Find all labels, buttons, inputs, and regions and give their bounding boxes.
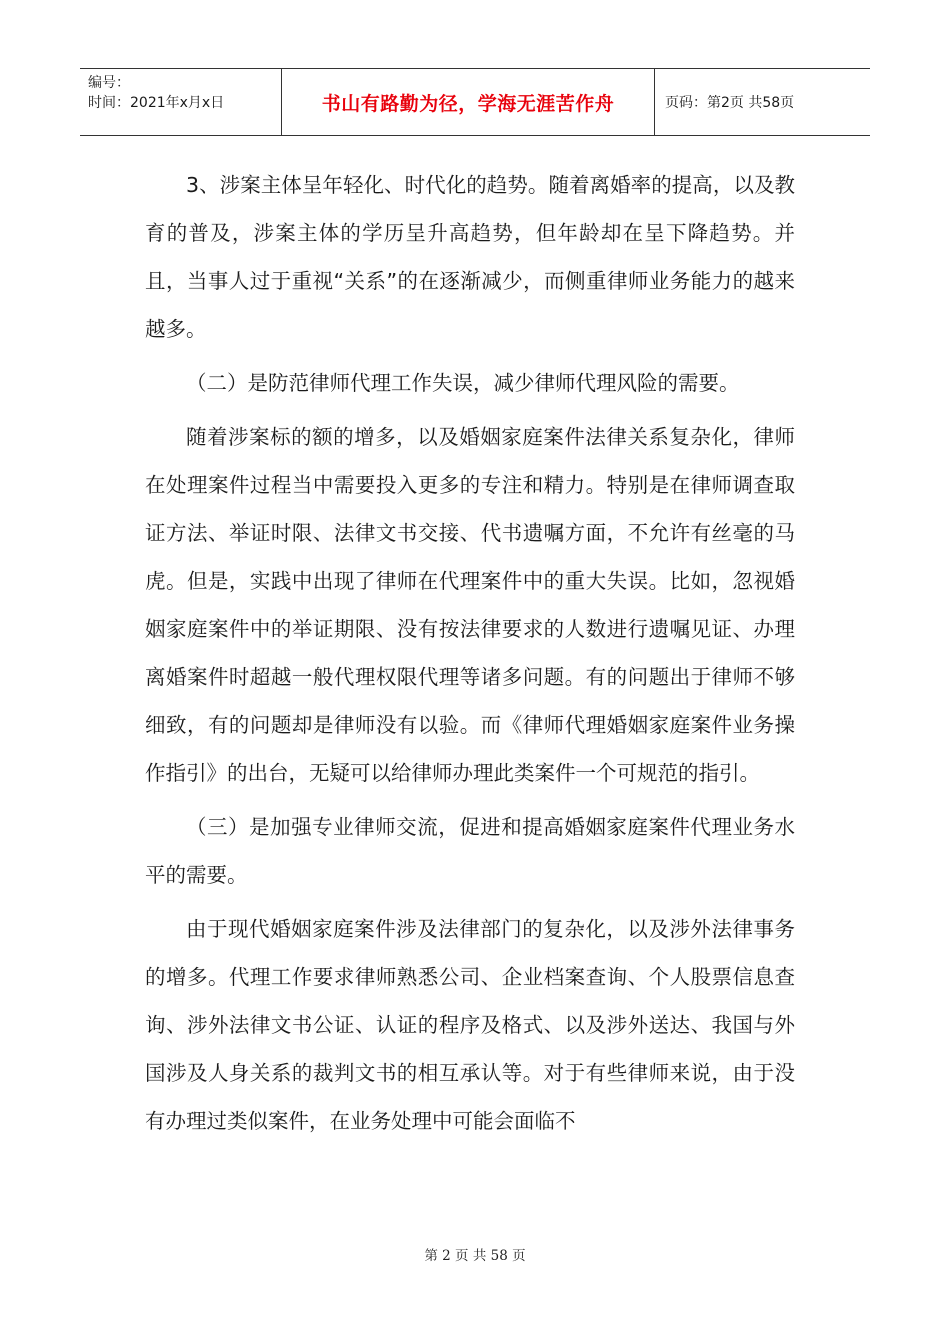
header-meta (80, 69, 282, 135)
heading-section-three: （三）是加强专业律师交流，促进和提高婚姻家庭案件代理业务水平的需要。 (145, 815, 795, 887)
paragraph-trend: 3、涉案主体呈年轻化、时代化的趋势。随着离婚率的提高，以及教育的普及，涉案主体的学历呈升高趋势，但年龄却在呈下降趋势。并且，当事人过于重视“关系”的在逐渐减少，而侧重律师业务能力的越来越多。 (145, 173, 795, 341)
document-body (145, 161, 795, 1151)
serial-number-label: 编号： (88, 75, 130, 91)
paragraph-risk: 随着涉案标的额的增多，以及婚姻家庭案件法律关系复杂化，律师在处理案件过程当中需要投入更多的专注和精力。特别是在律师调查取证方法、举证时限、法律文书交接、代书遗嘱方面，不允许有丝毫的马虎。但是，实践中出现了律师在代理案件中的重大失误。比如，忽视婚姻家庭案件中的举证期限、没有按法律要求的人数进行遗嘱见证、办理离婚案件时超越一般代理权限代理等诸多问题。有的问题出于律师不够细致，有的问题却是律师没有以验。而《律师代理婚姻家庭案件业务操作指引》的出台，无疑可以给律师办理此类案件一个可规范的指引。 (145, 425, 795, 785)
heading-section-two: （二）是防范律师代理工作失误，减少律师代理风险的需要。 (186, 371, 740, 395)
header-page-info: 页码：第2页 共58页 (665, 95, 795, 111)
date-label: 时间：2021年x月x日 (88, 95, 225, 111)
document-header (80, 68, 870, 136)
header-motto: 书山有路勤为径，学海无涯苦作舟 (282, 69, 655, 135)
page-footer: 第 2 页 共 58 页 (424, 1248, 526, 1264)
paragraph-complexity: 由于现代婚姻家庭案件涉及法律部门的复杂化，以及涉外法律事务的增多。代理工作要求律师熟悉公司、企业档案查询、个人股票信息查询、涉外法律文书公证、认证的程序及格式、以及涉外送达、我国与外国涉及人身关系的裁判文书的相互承认等。对于有些律师来说，由于没有办理过类似案件，在业务处理中可能会面临不 (145, 917, 795, 1133)
